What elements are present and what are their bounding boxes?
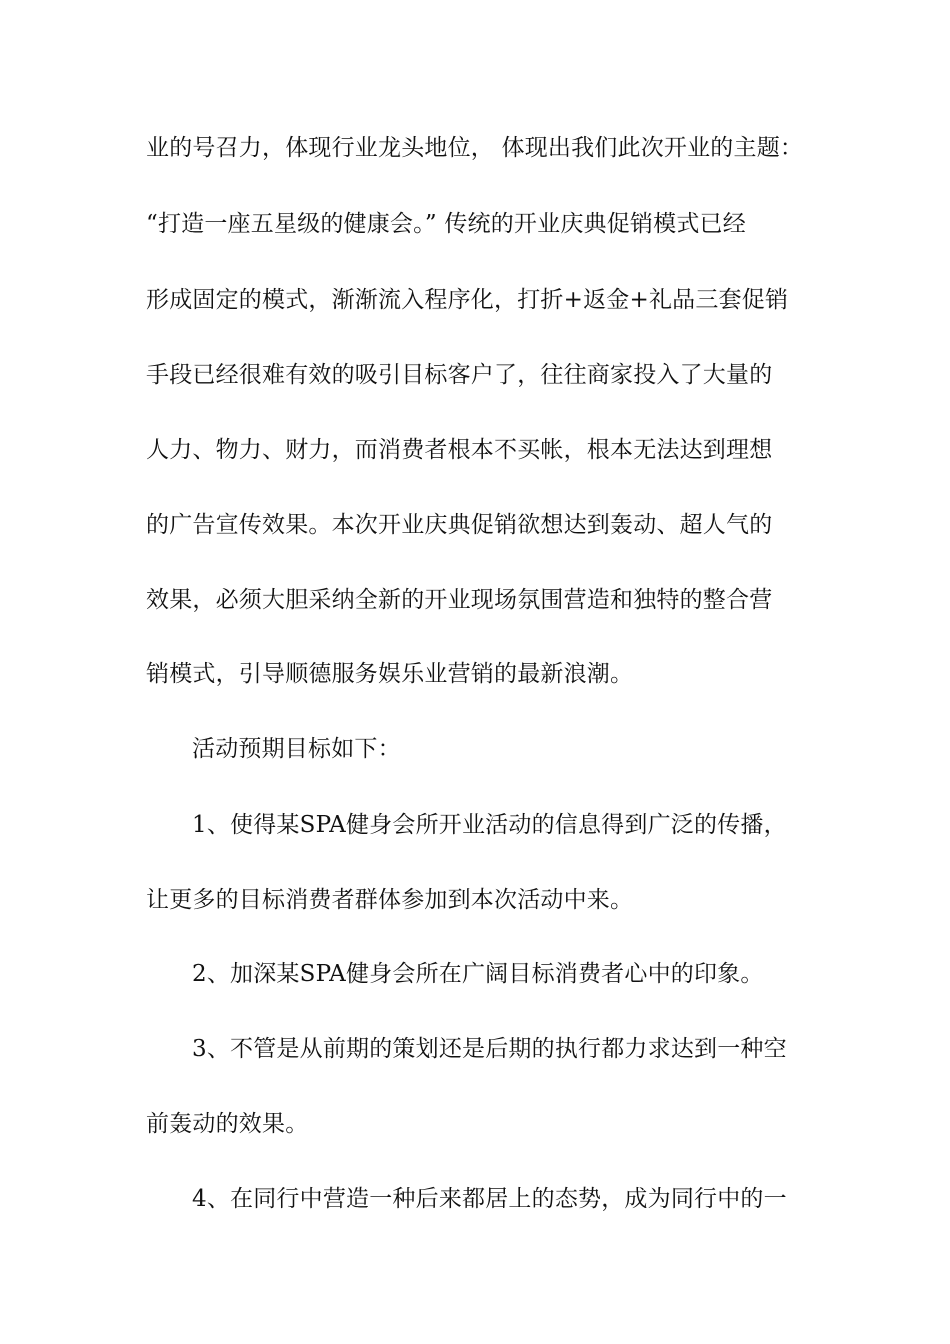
text-line: 人力、物力、财力，而消费者根本不买帐，根本无法达到理想	[146, 437, 773, 463]
text-line: 形成固定的模式，渐渐流入程序化，打折+返金+礼品三套促销	[146, 287, 789, 313]
text-line: 前轰动的效果。	[146, 1111, 309, 1137]
text-line: 的广告宣传效果。本次开业庆典促销欲想达到轰动、超人气的	[146, 512, 773, 538]
list-item: 1、使得某SPA健身会所开业活动的信息得到广泛的传播，	[192, 812, 787, 838]
text-line: 业的号召力，体现行业龙头地位， 体现出我们此次开业的主题：	[146, 135, 804, 161]
text-line: 效果，必须大胆采纳全新的开业现场氛围营造和独特的整合营	[146, 587, 773, 613]
list-item: 4、在同行中营造一种后来都居上的态势，成为同行中的一	[192, 1186, 787, 1212]
section-heading: 活动预期目标如下：	[192, 736, 401, 762]
text-line: 销模式，引导顺德服务娱乐业营销的最新浪潮。	[146, 661, 634, 687]
list-item: 2、加深某SPA健身会所在广阔目标消费者心中的印象。	[192, 961, 764, 987]
text-line: 手段已经很难有效的吸引目标客户了，往往商家投入了大量的	[146, 362, 773, 388]
list-item: 3、不管是从前期的策划还是后期的执行都力求达到一种空	[192, 1036, 787, 1062]
text-line: 让更多的目标消费者群体参加到本次活动中来。	[146, 887, 634, 913]
text-line: “打造一座五星级的健康会。” 传统的开业庆典促销模式已经	[146, 211, 746, 237]
